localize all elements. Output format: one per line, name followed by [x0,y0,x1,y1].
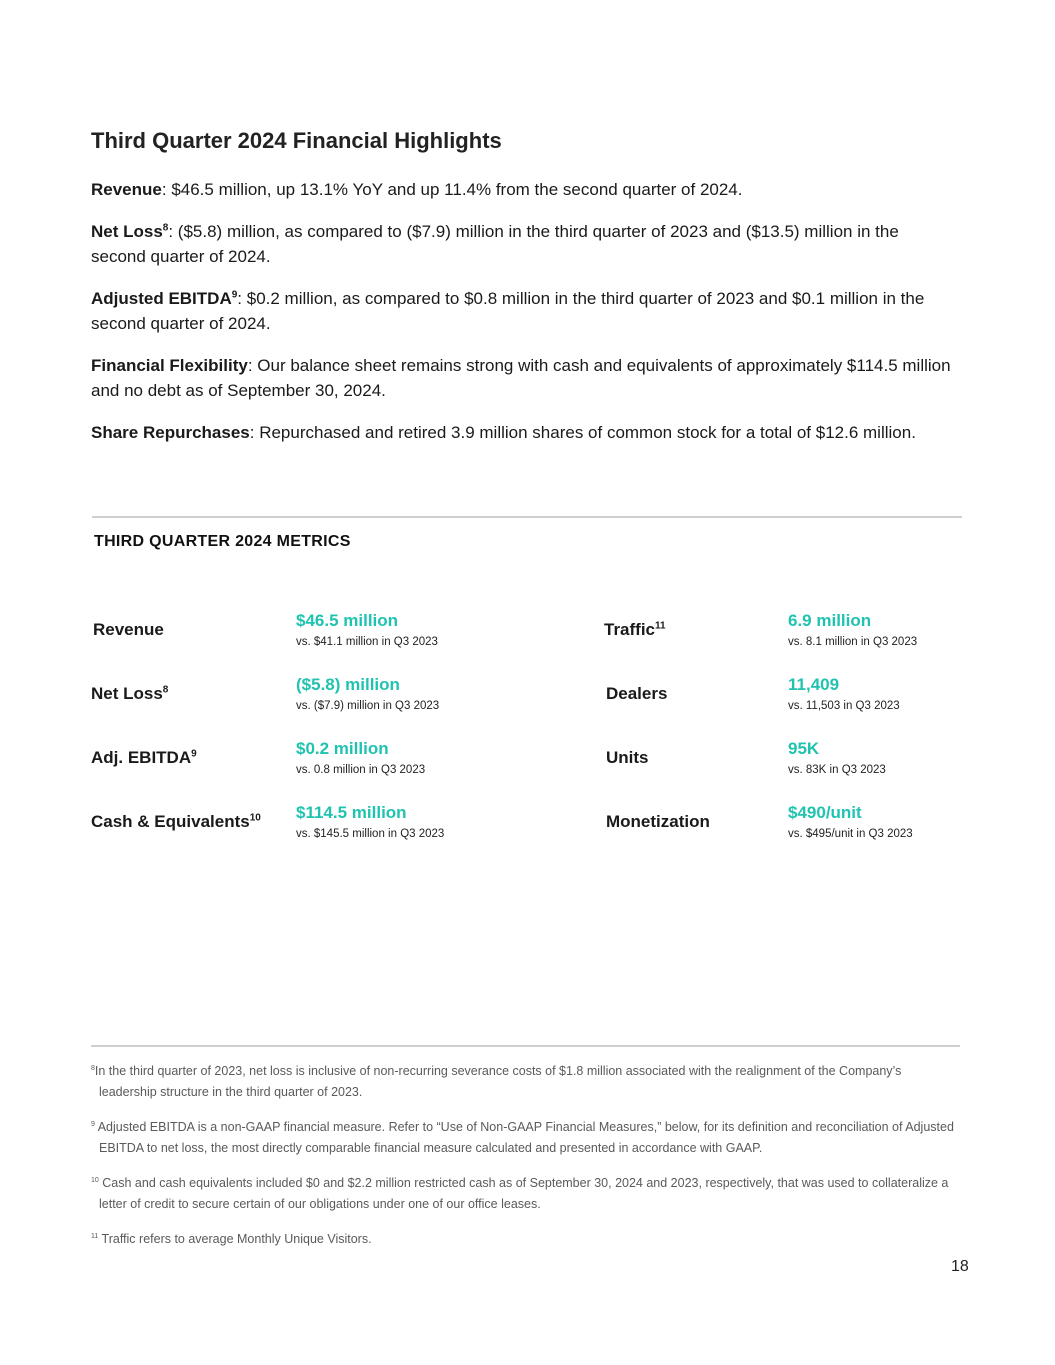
footnote-number: 10 [91,1176,99,1184]
highlight-financial-flexibility [91,353,951,403]
metric-value-net-loss: ($5.8) million [296,675,400,694]
footnote-8 [91,1061,961,1103]
footnote-9 [91,1117,961,1159]
footnote-text: Cash and cash equivalents included $0 and $2.2 million restricted cash as of September 30, 2024 and 2023, respectively, that was used to collateralize a letter of credit to secure certain of our obligations under one of our office leases. [98,1176,949,1211]
footnote-11 [91,1229,961,1250]
footnote-ref: 10 [249,812,261,824]
footnotes [91,1061,961,1264]
metric-value-units: 95K [788,739,820,758]
footnote-ref: 8 [162,222,169,234]
highlight-text: : ($5.8) million, as compared to ($7.9) million in the third quarter of 2023 and ($13.5) million in the second quarter of 2024. [91,222,899,266]
highlight-label: Net Loss [91,222,163,241]
metric-compare-revenue: vs. $41.1 million in Q3 2023 [296,636,438,648]
highlight-label: Share Repurchases [91,423,250,442]
metric-label-units: Units [606,748,649,767]
page-title: Third Quarter 2024 Financial Highlights [91,128,502,153]
metric-value-monetization: $490/unit [788,803,862,822]
highlight-text: : Our balance sheet remains strong with cash and equivalents of approximately $114.5 million and no debt as of September 30, 2024. [91,356,951,400]
highlight-label: Revenue [91,180,162,199]
metric-compare-net-loss: vs. ($7.9) million in Q3 2023 [296,700,440,712]
footnotes-divider [91,1045,960,1047]
metrics-heading: THIRD QUARTER 2024 METRICS [94,533,351,550]
metric-label-dealers: Dealers [606,684,668,703]
footnote-text: Adjusted EBITDA is a non-GAAP financial measure. Refer to “Use of Non-GAAP Financial Measures,” below, for its definition and reconciliation of Adjusted EBITDA to net loss, the most directly comparable financial measure calculated and presented in accordance with GAAP. [94,1120,954,1155]
highlight-text: : $0.2 million, as compared to $0.8 million in the third quarter of 2023 and $0.1 million in the second quarter of 2024. [91,289,925,333]
metric-label-net-loss: Net Loss$^8$ [91,684,169,703]
highlight-text: : $46.5 million, up 13.1% YoY and up 11.4% from the second quarter of 2024. [161,180,743,199]
metric-value-adj-ebitda: $0.2 million [296,739,389,758]
page-number: 18 [951,1258,969,1275]
metric-compare-monetization: vs. $495/unit in Q3 2023 [788,828,913,840]
metric-value-revenue: $46.5 million [296,611,399,630]
metric-compare-traffic: vs. 8.1 million in Q3 2023 [788,636,918,648]
metric-value-dealers: 11,409 [788,675,840,694]
metric-value-traffic: 6.9 million [788,611,872,630]
metric-label-adj-ebitda: Adj. EBITDA$^9$ [91,748,197,767]
footnote-ref: 8 [162,684,169,696]
metric-compare-adj-ebitda: vs. 0.8 million in Q3 2023 [296,764,426,776]
metric-label-traffic: Traffic$^{11}$ [604,620,666,639]
footnote-text: In the third quarter of 2023, net loss is inclusive of non-recurring severance costs of $1.8 million associated with the realignment of the Company’s leadership structure in the third quarter of 2023. [94,1064,902,1099]
footnote-text: Traffic refers to average Monthly Unique Visitors. [98,1232,372,1246]
footnote-number: 8 [91,1064,95,1072]
metric-compare-dealers: vs. 11,503 in Q3 2023 [788,700,900,712]
highlight-share-repurchases [91,420,951,445]
metric-compare-cash-equivalents: vs. $145.5 million in Q3 2023 [296,828,445,840]
highlight-net-loss [91,219,951,269]
highlight-text: : Repurchased and retired 3.9 million shares of common stock for a total of $12.6 million. [249,423,916,442]
footnote-10 [91,1173,961,1215]
footnote-number: 9 [91,1120,95,1128]
metric-label-monetization: Monetization [606,812,710,831]
highlight-revenue [91,177,951,202]
footnote-number: 11 [91,1232,99,1240]
highlight-label: Financial Flexibility [91,356,248,375]
highlight-adjusted-ebitda [91,286,951,336]
highlights-list [91,177,951,462]
metric-compare-units: vs. 83K in Q3 2023 [788,764,886,776]
footnote-ref: 11 [655,620,666,632]
section-divider [92,516,962,518]
highlight-label: Adjusted EBITDA [91,289,232,308]
metric-value-cash-equivalents: $114.5 million [296,803,407,822]
metric-label-revenue: Revenue [93,620,164,639]
metric-label-cash-equivalents: Cash & Equivalents$^{10}$ [91,812,261,831]
footnote-ref: 9 [231,289,238,301]
footnote-ref: 9 [191,748,197,760]
